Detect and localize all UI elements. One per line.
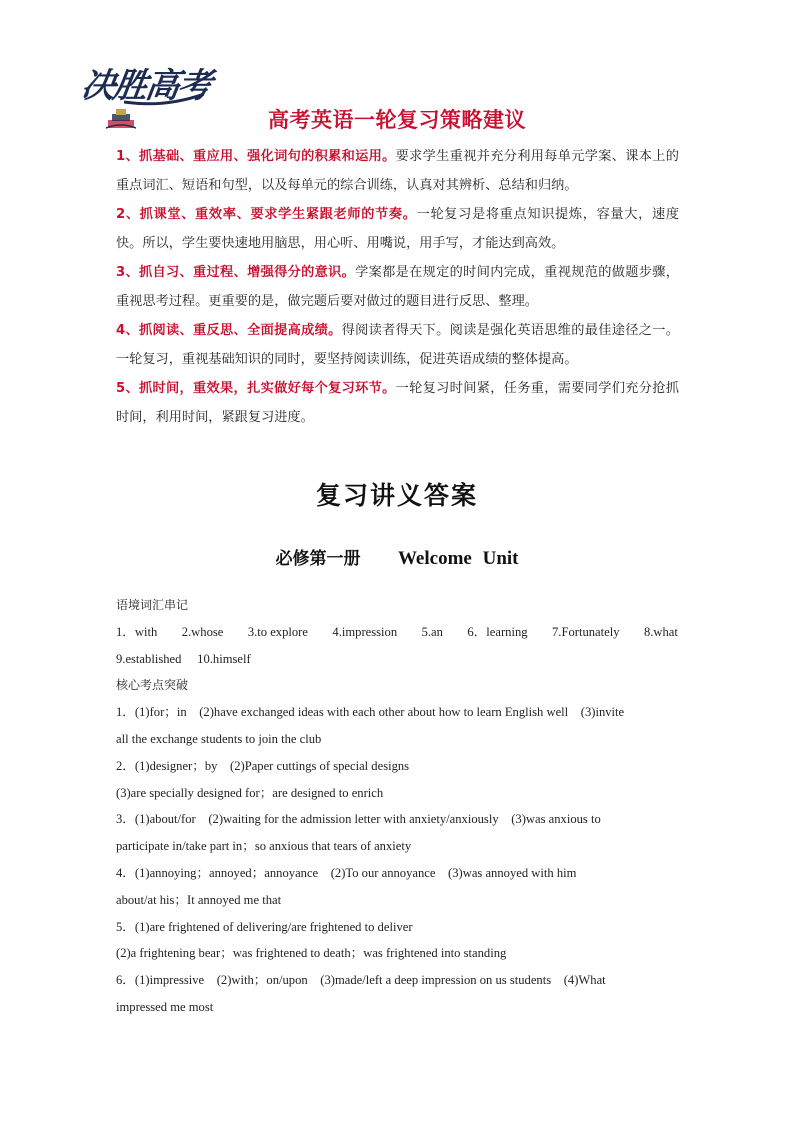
strategy-text: 一轮复习是将重点知识提炼，容量大， (416, 207, 652, 222)
unit-book: 必修第一册 (275, 549, 361, 569)
core-answer-line: impressed me most (116, 999, 214, 1014)
vocab-answer: 1．with (116, 624, 158, 639)
vocab-answer: 5.an (421, 624, 443, 639)
vocab-answer: 6．learning (467, 624, 528, 639)
strategy-highlight: 1、抓基础、重应用、强化词句的积累和运用。 (116, 149, 396, 164)
unit-title (0, 544, 794, 570)
vocab-answer: 2.whose (181, 624, 224, 639)
core-heading: 核心考点突破 (116, 678, 189, 693)
strategy-text: 之一。一轮复习，重视基础知识的同时，要坚持阅读训练，促进英语成绩的整体提高。 (116, 323, 679, 367)
strategy-item (116, 142, 679, 200)
core-answer-line: (2)a frightening bear；was frightened to death；was frightened into standing (116, 946, 507, 961)
core-answer-line: 4．(1)annoying；annoyed；annoyance (2)To our annoyance (3)was annoyed with him (116, 865, 577, 880)
vocab-answer: 8.what (643, 624, 678, 639)
core-answer-line: about/at his；It annoyed me that (116, 892, 282, 907)
core-answer-line: all the exchange students to join the club (116, 731, 322, 746)
strategy-item (116, 200, 679, 258)
vocab-answer: 7.Fortunately (552, 624, 620, 639)
strategy-highlight: 5、抓时间，重效果，扎实做好每个复习环节。 (116, 381, 396, 396)
strategy-highlight: 4、抓阅读、重反思、全面提高成绩。 (116, 323, 342, 338)
vocab-answer: 4.impression (332, 624, 398, 639)
vocab-answers-row (116, 619, 678, 646)
vocab-heading: 语境词汇串记 (116, 598, 189, 612)
strategy-text: 分抢抓时间，利用时间，紧跟复习进度。 (116, 381, 679, 425)
core-answer-line: (3)are specially designed for；are designed to enrich (116, 785, 384, 800)
strategy-list (116, 142, 679, 432)
strategy-text: 一轮复习时间紧，任务重，需要同学们充 (395, 381, 639, 396)
strategy-text: 速度快。所以，学生要快速地用脑思，用心听、用嘴说，用手写，才能达到高效。 (116, 207, 680, 251)
vocab-answer: 9.established (116, 651, 182, 666)
logo-text: 决胜高考 (78, 66, 213, 106)
core-answer-line: 1．(1)for；in (2)have exchanged ideas with each other about how to learn English well (3)invite (116, 705, 625, 720)
strategy-text: 要求学生重视并充分利用每单元学案、课 (395, 149, 639, 164)
core-answer-line: 5．(1)are frightened of delivering/are frightened to deliver (116, 919, 413, 934)
core-answer-line: participate in/take part in；so anxious that tears of anxiety (116, 839, 412, 854)
strategy-highlight: 3、抓自习、重过程、增强得分的意识。 (116, 265, 356, 280)
answer-section (116, 592, 678, 1021)
vocab-answer: 3.to explore (247, 624, 308, 639)
strategy-text: 学案都是在规定的时间内完成，重视规范的做题 (355, 265, 639, 280)
strategy-highlight: 2、抓课堂、重效率、要求学生紧跟老师的节奏。 (116, 207, 417, 222)
strategy-text: 得阅读者得天下。阅读是强化英语思维的最佳途径 (341, 323, 639, 338)
strategy-text: 步骤，重视思考过程。更重要的是，做完题后要对做过的题目进行反思、整理。 (116, 265, 679, 309)
page-header-title: 高考英语一轮复习策略建议 (268, 108, 526, 132)
core-answer-line: 6．(1)impressive (2)with；on/upon (3)made/left a deep impression on us students (4)What (116, 973, 606, 988)
main-title: 复习讲义答案 (315, 481, 478, 510)
vocab-answer: 10.himself (197, 651, 251, 666)
vocab-answers-row (116, 646, 678, 673)
strategy-text: 本上的重点词汇、短语和句型，以及每单元的综合训练，认真对其辨析、总结和归纳。 (116, 149, 679, 193)
core-answer-line: 2．(1)designer；by (2)Paper cuttings of special designs (116, 758, 410, 773)
strategy-item (116, 316, 679, 374)
unit-name: Welcome Unit (397, 548, 519, 569)
strategy-item (116, 258, 679, 316)
strategy-item (116, 374, 679, 432)
core-answer-line: 3．(1)about/for (2)waiting for the admission letter with anxiety/anxiously (3)was anxious to (116, 812, 601, 827)
